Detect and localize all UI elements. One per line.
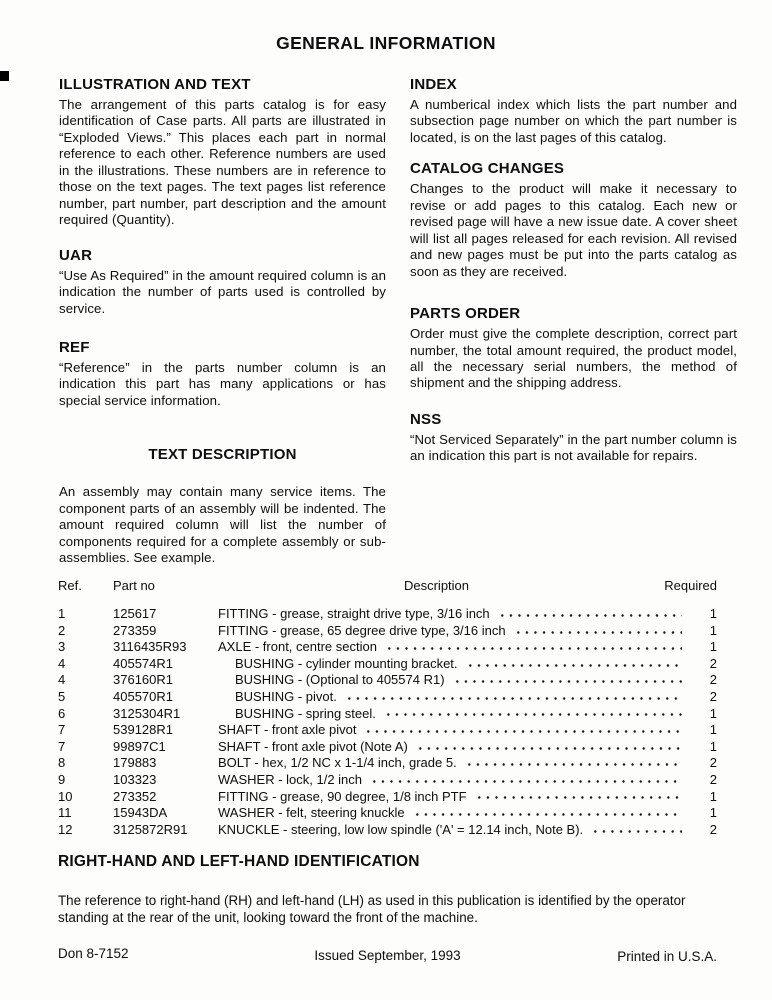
scan-artifact: [0, 71, 9, 81]
table-row: [58, 722, 717, 739]
description-text: BUSHING - spring steel.: [235, 705, 376, 721]
cell-ref-number: 2: [58, 622, 66, 638]
cell-part-number: 273359: [113, 622, 157, 638]
dot-leader: [474, 789, 682, 804]
description-text: BUSHING - pivot.: [235, 688, 337, 704]
cell-part-number: 376160R1: [113, 672, 173, 688]
page-title: GENERAL INFORMATION: [276, 33, 496, 53]
cell-description: [218, 706, 687, 721]
cell-ref-number: 11: [58, 805, 72, 821]
cell-description: [218, 639, 687, 654]
table-row: [58, 639, 717, 656]
cell-part-number: 125617: [113, 606, 157, 621]
cell-ref-number: 4: [58, 655, 66, 671]
section-heading: INDEX: [410, 76, 457, 93]
section-catalog-changes: [410, 160, 737, 280]
section-index: [410, 76, 737, 146]
header-description: Description: [403, 578, 470, 593]
table-row: [58, 755, 717, 772]
parts-table-header: [58, 578, 717, 593]
section-body: The arrangement of this parts catalog is for easy identification of Case parts. All parts are illustrated in “Exploded Views.” This places each part in normal reference to each other. Reference numbers are used in the illustrations. These numbers are in reference to those on the text pages. The text pages list reference number, part number, part description and the amount required (Quantity).: [59, 97, 386, 228]
description-text: KNUCKLE - steering, low low spindle ('A' = 12.14 inch, Note B).: [218, 821, 584, 837]
description-text: BUSHING - (Optional to 405574 R1): [235, 672, 445, 688]
dot-leader: [452, 672, 682, 687]
description-text: SHAFT - front axle pivot: [218, 722, 357, 738]
cell-ref-number: 7: [58, 738, 66, 754]
table-row: [58, 672, 717, 689]
dot-leader: [384, 639, 682, 654]
section-body: Changes to the product will make it necessary to revise or add pages to this catalog. Each new or revised page will have a new issue date. A cover sheet will list all pages released for each revision. All revised and new pages must be put into the parts catalog as soon as they are received.: [410, 181, 737, 279]
description-text: FITTING - grease, 65 degree drive type, 3/16 inch: [218, 622, 506, 638]
section-heading: REF: [59, 338, 90, 356]
cell-part-number: 3125872R91: [113, 821, 188, 837]
cell-part-number: 539128R1: [113, 722, 173, 738]
table-row: [58, 739, 717, 756]
description-text: SHAFT - front axle pivot (Note A): [218, 738, 408, 754]
header-ref: Ref.: [58, 578, 82, 593]
dot-leader: [464, 755, 682, 770]
cell-description: [218, 822, 687, 837]
cell-ref-number: 1: [58, 606, 66, 621]
section-body: “Not Serviced Separately” in the part number column is an indication this part is not available for repairs.: [410, 431, 737, 464]
cell-part-number: 15943DA: [113, 805, 168, 821]
cell-required-qty: 1: [709, 805, 717, 821]
section-body: “Reference” in the parts number column is an indication this part has many applications or has special service information.: [59, 359, 386, 408]
section-parts-order: [410, 305, 737, 392]
dot-leader: [412, 805, 682, 820]
cell-ref-number: 6: [58, 705, 66, 721]
table-row: [58, 772, 717, 789]
section-ref: [59, 339, 386, 409]
dot-leader: [344, 689, 682, 704]
cell-required-qty: 2: [709, 821, 717, 837]
cell-required-qty: 1: [709, 722, 717, 738]
section-heading: NSS: [410, 410, 442, 428]
description-text: WASHER - lock, 1/2 inch: [218, 771, 363, 787]
cell-required-qty: 2: [709, 755, 717, 771]
section-heading: RIGHT-HAND AND LEFT-HAND IDENTIFICATION: [58, 853, 420, 870]
section-nss: [410, 411, 737, 465]
dot-leader: [590, 822, 682, 837]
table-row: [58, 805, 717, 822]
description-text: WASHER - felt, steering knuckle: [218, 805, 405, 821]
table-row: [58, 706, 717, 723]
dot-leader: [497, 606, 682, 621]
cell-required-qty: 2: [709, 655, 717, 671]
cell-part-number: 3125304R1: [113, 705, 181, 721]
cell-description: [218, 606, 687, 621]
parts-table: [58, 578, 717, 838]
cell-part-number: 273352: [113, 788, 157, 804]
cell-ref-number: 12: [58, 821, 73, 837]
description-text: FITTING - grease, straight drive type, 3/16 inch: [218, 606, 490, 621]
cell-ref-number: 7: [58, 722, 66, 738]
footer-printed-in: Printed in U.S.A.: [617, 949, 717, 964]
description-text: BUSHING - cylinder mounting bracket.: [235, 655, 458, 671]
cell-required-qty: 1: [709, 705, 717, 721]
cell-description: [218, 672, 687, 687]
cell-ref-number: 8: [58, 755, 66, 771]
table-row: [58, 689, 717, 706]
section-heading: PARTS ORDER: [410, 305, 521, 323]
cell-description: [218, 739, 687, 754]
cell-part-number: 103323: [113, 771, 157, 787]
cell-required-qty: 2: [709, 672, 717, 688]
cell-ref-number: 5: [58, 688, 66, 704]
footer-issue-date: Issued September, 1993: [314, 948, 461, 963]
dot-leader: [415, 739, 682, 754]
dot-leader: [369, 772, 682, 787]
cell-required-qty: 1: [709, 606, 717, 621]
cell-required-qty: 1: [709, 622, 717, 638]
header-part-no: Part no: [113, 578, 155, 593]
header-required: Required: [664, 578, 717, 593]
table-row: [58, 606, 717, 623]
cell-required-qty: 1: [709, 639, 717, 655]
section-rh-lh-identification: [58, 853, 720, 927]
cell-required-qty: 2: [709, 771, 717, 787]
cell-ref-number: 3: [58, 639, 66, 655]
cell-description: [218, 755, 687, 770]
cell-part-number: 99897C1: [113, 738, 166, 754]
section-heading: TEXT DESCRIPTION: [148, 446, 297, 464]
description-text: AXLE - front, centre section: [218, 639, 377, 655]
cell-description: [218, 772, 687, 787]
dot-leader: [383, 706, 682, 721]
description-text: BOLT - hex, 1/2 NC x 1-1/4 inch, grade 5.: [218, 755, 457, 771]
cell-description: [218, 722, 687, 737]
section-body: A numberical index which lists the part number and subsection page number on which the part number is located, is on the last pages of this catalog.: [410, 97, 737, 145]
section-body: The reference to right-hand (RH) and left-hand (LH) as used in this publication is identified by the operator standing at the rear of the unit, looking toward the front of the machine.: [58, 893, 686, 925]
cell-required-qty: 1: [709, 738, 717, 754]
cell-ref-number: 4: [58, 672, 66, 688]
cell-description: [218, 805, 687, 820]
table-row: [58, 656, 717, 673]
section-uar: [59, 247, 386, 317]
cell-required-qty: 1: [709, 788, 717, 804]
right-column: [410, 76, 737, 483]
section-body: Order must give the complete description, correct part number, the total amount required, the product model, all the necessary serial numbers, the method of shipment and the shipping address.: [410, 326, 737, 391]
description-text: FITTING - grease, 90 degree, 1/8 inch PTF: [218, 788, 467, 804]
section-heading: UAR: [59, 246, 93, 264]
cell-ref-number: 10: [58, 788, 73, 804]
cell-part-number: 405570R1: [113, 688, 173, 704]
cell-part-number: 3116435R93: [113, 639, 187, 655]
footer-form-number: Don 8-7152: [58, 946, 129, 961]
cell-description: [218, 789, 687, 804]
dot-leader: [513, 623, 682, 638]
cell-description: [218, 623, 687, 638]
parts-table-rows: [58, 606, 717, 838]
section-heading: CATALOG CHANGES: [410, 160, 565, 178]
cell-description: [218, 689, 687, 704]
cell-ref-number: 9: [58, 771, 66, 787]
section-text-description: [59, 446, 386, 566]
table-row: [58, 623, 717, 640]
table-row: [58, 789, 717, 806]
dot-leader: [363, 722, 682, 737]
table-row: [58, 822, 717, 839]
cell-part-number: 405574R1: [113, 655, 173, 671]
cell-part-number: 179883: [113, 755, 157, 771]
cell-description: [218, 656, 687, 671]
left-column: [59, 76, 386, 567]
dot-leader: [465, 656, 682, 671]
section-body: “Use As Required” in the amount required column is an indication the number of parts used is controlled by service.: [59, 267, 386, 316]
section-heading: ILLUSTRATION AND TEXT: [59, 76, 251, 93]
cell-required-qty: 2: [709, 688, 717, 704]
section-illustration-and-text: [59, 76, 386, 229]
section-body: An assembly may contain many service items. The component parts of an assembly will be indented. The amount required column will list the number of components required for a complete assembly or sub-assemblies. See example.: [59, 484, 386, 566]
